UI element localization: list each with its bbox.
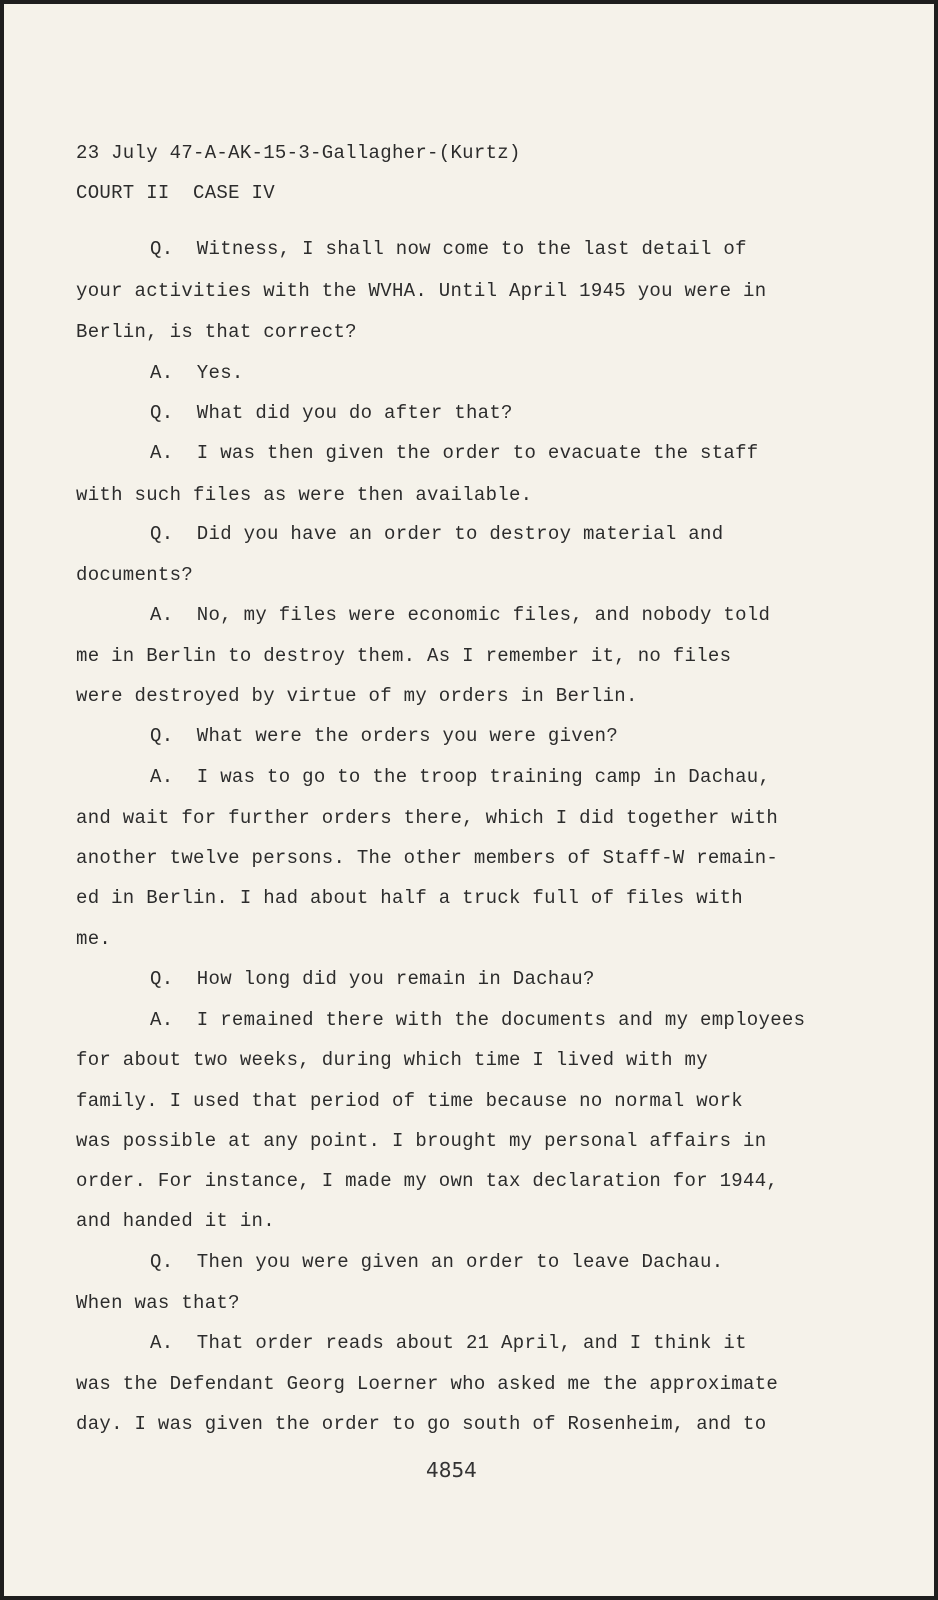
text-line: with such files as were then available. (76, 484, 533, 506)
text-line: ed in Berlin. I had about half a truck full of files with (76, 887, 744, 909)
text-line: A. I was to go to the troop training camp in Dachau, (150, 766, 771, 788)
text-line: When was that? (76, 1292, 240, 1314)
text-line: me. (76, 928, 112, 950)
text-line: documents? (76, 564, 194, 586)
text-line: Q. Witness, I shall now come to the last detail of (150, 238, 747, 260)
text-line: Q. What did you do after that? (150, 402, 513, 424)
header-reference-line: 23 July 47-A-AK-15-3-Gallagher-(Kurtz) (76, 142, 521, 164)
page-number: 4854 (426, 1458, 477, 1482)
text-line: A. I remained there with the documents and my employees (150, 1009, 806, 1031)
text-line: and wait for further orders there, which I did together with (76, 807, 779, 829)
text-line: was possible at any point. I brought my personal affairs in (76, 1130, 767, 1152)
text-line: order. For instance, I made my own tax declaration for 1944, (76, 1170, 779, 1192)
text-line: A. That order reads about 21 April, and I think it (150, 1332, 747, 1354)
text-line: Q. How long did you remain in Dachau? (150, 968, 595, 990)
text-line: Q. Did you have an order to destroy material and (150, 523, 724, 545)
text-line: family. I used that period of time because no normal work (76, 1090, 744, 1112)
text-line: was the Defendant Georg Loerner who asked me the approximate (76, 1373, 779, 1395)
text-line: A. No, my files were economic files, and nobody told (150, 604, 771, 626)
text-line: me in Berlin to destroy them. As I remember it, no files (76, 645, 732, 667)
document-page (4, 4, 934, 1596)
text-line: your activities with the WVHA. Until April 1945 you were in (76, 280, 767, 302)
text-line: Berlin, is that correct? (76, 321, 357, 343)
text-line: day. I was given the order to go south of Rosenheim, and to (76, 1413, 767, 1435)
text-line: were destroyed by virtue of my orders in Berlin. (76, 685, 638, 707)
text-line: A. Yes. (150, 362, 244, 384)
text-line: for about two weeks, during which time I lived with my (76, 1049, 708, 1071)
text-line: and handed it in. (76, 1210, 275, 1232)
text-line: A. I was then given the order to evacuate the staff (150, 442, 759, 464)
header-court-case-line: COURT II CASE IV (76, 182, 275, 204)
text-line: Q. What were the orders you were given? (150, 725, 619, 747)
text-line: another twelve persons. The other members of Staff-W remain- (76, 847, 779, 869)
text-line: Q. Then you were given an order to leave Dachau. (150, 1251, 724, 1273)
